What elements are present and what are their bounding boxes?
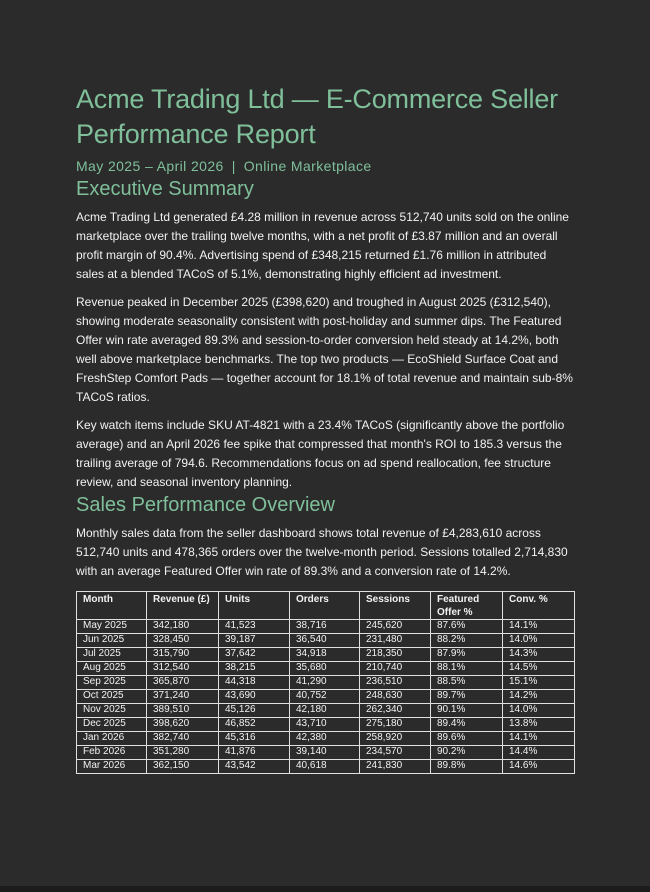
cell-month: Aug 2025 <box>77 662 147 676</box>
table-row <box>77 620 575 634</box>
cell-conversion: 14.0% <box>503 634 575 648</box>
cell-conversion: 14.1% <box>503 620 575 634</box>
cell-sessions: 241,830 <box>360 760 431 774</box>
executive-summary-paragraph: Key watch items include SKU AT-4821 with a 23.4% TACoS (significantly above the portfolio average) and an April 2026 fee spike that compressed that month's ROI to 185.3 versus the trailing average of 794.6. Recommendations focus on ad spend reallocation, fee structure review, and seasonal inventory planning. <box>76 418 565 489</box>
column-header-featured-offer: Featured Offer % <box>431 592 503 620</box>
cell-orders: 41,290 <box>290 676 360 690</box>
sales-overview-heading: Sales Performance Overview <box>76 494 335 516</box>
table-header-row <box>77 592 575 620</box>
cell-orders: 40,618 <box>290 760 360 774</box>
cell-sessions: 275,180 <box>360 718 431 732</box>
cell-conversion: 14.3% <box>503 648 575 662</box>
cell-month: May 2025 <box>77 620 147 634</box>
column-header-sessions: Sessions <box>360 592 431 620</box>
cell-conversion: 14.1% <box>503 732 575 746</box>
cell-orders: 35,680 <box>290 662 360 676</box>
cell-featured-offer: 89.7% <box>431 690 503 704</box>
cell-month: Jun 2025 <box>77 634 147 648</box>
cell-orders: 34,918 <box>290 648 360 662</box>
cell-month: Feb 2026 <box>77 746 147 760</box>
cell-revenue: 365,870 <box>147 676 219 690</box>
report-channel: Online Marketplace <box>243 158 372 174</box>
cell-orders: 42,180 <box>290 704 360 718</box>
cell-revenue: 398,620 <box>147 718 219 732</box>
cell-conversion: 14.6% <box>503 760 575 774</box>
cell-units: 37,642 <box>219 648 290 662</box>
executive-summary-heading: Executive Summary <box>76 178 254 200</box>
cell-revenue: 328,450 <box>147 634 219 648</box>
sales-overview-intro: Monthly sales data from the seller dashboard shows total revenue of £4,283,610 across 512,740 units and 478,365 orders over the twelve-month period. Sessions totalled 2,714,830 with an average Featured Offer win rate of 89.3% and a conversion rate of 14.2%. <box>76 526 568 578</box>
cell-featured-offer: 88.1% <box>431 662 503 676</box>
cell-orders: 42,380 <box>290 732 360 746</box>
cell-units: 45,126 <box>219 704 290 718</box>
cell-revenue: 362,150 <box>147 760 219 774</box>
cell-sessions: 210,740 <box>360 662 431 676</box>
cell-units: 43,690 <box>219 690 290 704</box>
cell-month: Dec 2025 <box>77 718 147 732</box>
cell-orders: 36,540 <box>290 634 360 648</box>
table-row <box>77 732 575 746</box>
cell-orders: 40,752 <box>290 690 360 704</box>
cell-featured-offer: 89.4% <box>431 718 503 732</box>
table-row <box>77 746 575 760</box>
table-row <box>77 648 575 662</box>
cell-revenue: 371,240 <box>147 690 219 704</box>
cell-units: 43,542 <box>219 760 290 774</box>
cell-month: Nov 2025 <box>77 704 147 718</box>
cell-units: 46,852 <box>219 718 290 732</box>
cell-month: Oct 2025 <box>77 690 147 704</box>
cell-month: Mar 2026 <box>77 760 147 774</box>
cell-featured-offer: 90.2% <box>431 746 503 760</box>
table-row <box>77 662 575 676</box>
report-period: May 2025 – April 2026 <box>76 158 224 174</box>
cell-units: 39,187 <box>219 634 290 648</box>
monthly-sales-table <box>76 591 575 774</box>
cell-month: Jan 2026 <box>77 732 147 746</box>
table-row <box>77 760 575 774</box>
executive-summary-paragraph: Revenue peaked in December 2025 (£398,620) and troughed in August 2025 (£312,540), showing moderate seasonality consistent with post-holiday and summer dips. The Featured Offer win rate averaged 89.3% and session-to-order conversion held steady at 14.2%, both well above marketplace benchmarks. The top two products — EcoShield Surface Coat and FreshStep Comfort Pads — together account for 18.1% of total revenue and maintain sub-8% TACoS ratios. <box>76 295 573 404</box>
cell-sessions: 231,480 <box>360 634 431 648</box>
cell-featured-offer: 88.5% <box>431 676 503 690</box>
cell-conversion: 14.4% <box>503 746 575 760</box>
cell-featured-offer: 89.8% <box>431 760 503 774</box>
executive-summary-paragraph: Acme Trading Ltd generated £4.28 million in revenue across 512,740 units sold on the online marketplace over the trailing twelve months, with a net profit of £3.87 million and an overall profit margin of 90.4%. Advertising spend of £348,215 returned £1.76 million in attributed sales at a blended TACoS of 5.1%, demonstrating highly efficient ad investment. <box>76 210 569 281</box>
cell-sessions: 218,350 <box>360 648 431 662</box>
cell-units: 38,215 <box>219 662 290 676</box>
column-header-orders: Orders <box>290 592 360 620</box>
cell-revenue: 382,740 <box>147 732 219 746</box>
cell-orders: 38,716 <box>290 620 360 634</box>
report-subtitle <box>76 156 574 176</box>
cell-units: 45,316 <box>219 732 290 746</box>
cell-sessions: 236,510 <box>360 676 431 690</box>
cell-sessions: 234,570 <box>360 746 431 760</box>
cell-sessions: 262,340 <box>360 704 431 718</box>
cell-units: 41,523 <box>219 620 290 634</box>
cell-sessions: 258,920 <box>360 732 431 746</box>
cell-conversion: 15.1% <box>503 676 575 690</box>
cell-conversion: 14.5% <box>503 662 575 676</box>
cell-orders: 43,710 <box>290 718 360 732</box>
column-header-conversion: Conv. % <box>503 592 575 620</box>
table-row <box>77 690 575 704</box>
table-row <box>77 704 575 718</box>
cell-revenue: 351,280 <box>147 746 219 760</box>
table-row <box>77 676 575 690</box>
cell-month: Sep 2025 <box>77 676 147 690</box>
table-row <box>77 634 575 648</box>
cell-conversion: 14.2% <box>503 690 575 704</box>
cell-revenue: 315,790 <box>147 648 219 662</box>
cell-month: Jul 2025 <box>77 648 147 662</box>
page-bottom-edge <box>0 886 650 892</box>
cell-revenue: 312,540 <box>147 662 219 676</box>
cell-featured-offer: 87.9% <box>431 648 503 662</box>
cell-revenue: 389,510 <box>147 704 219 718</box>
cell-featured-offer: 87.6% <box>431 620 503 634</box>
cell-conversion: 14.0% <box>503 704 575 718</box>
subtitle-separator: | <box>231 158 236 174</box>
cell-sessions: 248,630 <box>360 690 431 704</box>
cell-orders: 39,140 <box>290 746 360 760</box>
cell-units: 41,876 <box>219 746 290 760</box>
cell-revenue: 342,180 <box>147 620 219 634</box>
table-row <box>77 718 575 732</box>
cell-featured-offer: 90.1% <box>431 704 503 718</box>
table-body <box>77 620 575 774</box>
cell-sessions: 245,620 <box>360 620 431 634</box>
cell-featured-offer: 88.2% <box>431 634 503 648</box>
column-header-month: Month <box>77 592 147 620</box>
column-header-revenue: Revenue (£) <box>147 592 219 620</box>
cell-units: 44,318 <box>219 676 290 690</box>
column-header-units: Units <box>219 592 290 620</box>
report-title: Acme Trading Ltd — E-Commerce Seller Performance Report <box>76 84 558 149</box>
cell-conversion: 13.8% <box>503 718 575 732</box>
cell-featured-offer: 89.6% <box>431 732 503 746</box>
